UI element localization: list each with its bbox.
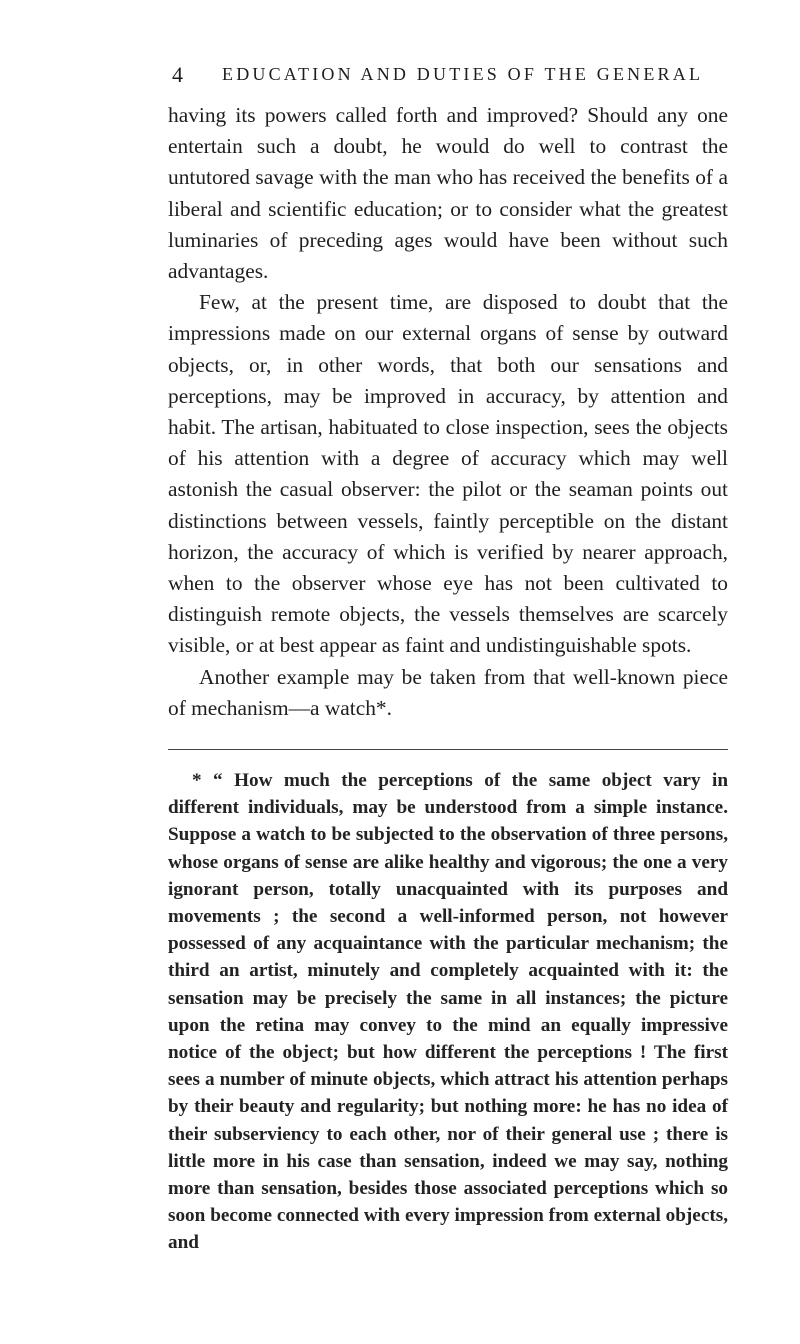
footnote-text: * “ How much the perceptions of the same object vary in different individuals, may be understood from a simple instance. Suppose a watch to be subjected to the observation of three persons, whose organs of sense are alike healthy and vigorous; the one a very ignorant person, totally unacquainted with its purposes and movements ; the second a well-informed person, not however possessed of any acquaintance with the particular mechanism; the third an artist, minutely and completely acquainted with it: the sensation may be precisely the same in all instances; the picture upon the retina may convey to the mind an equally impressive notice of the object; but how different the perceptions ! The first sees a number of minute objects, which attract his attention perhaps by their beauty and regularity; but nothing more: he has no idea of their subserviency to each other, nor of their general use ; there is little more in his case than sensation, indeed we may say, nothing more than sensation, besides those associated perceptions which so soon become connected with every impression from external objects, and <box>168 770 728 1254</box>
page-number: 4 <box>172 62 183 87</box>
paragraph: Another example may be taken from that well-known piece of mechanism—a watch*. <box>168 664 728 720</box>
paragraph: having its powers called forth and improved? Should any one entertain such a doubt, he would do well to contrast the untutored savage with the man who has received the benefits of a liberal and scientific education; or to consider what the greatest luminaries of preceding ages would have been without such advantages. <box>168 103 728 284</box>
running-title: EDUCATION AND DUTIES OF THE GENERAL <box>222 64 704 84</box>
paragraph: Few, at the present time, are disposed to doubt that the impressions made on our external organs of sense by outward objects, or, in other words, that both our sensations and perceptions, may be improved in accuracy, by attention and habit. The artisan, habituated to close inspection, sees the objects of his attention with a degree of accuracy which may well astonish the casual observer: the pilot or the seaman points out distinctions between vessels, faintly perceptible on the distant horizon, the accuracy of which is verified by nearer approach, when to the observer whose eye has not been cultivated to distinguish remote objects, the vessels themselves are scarcely visible, or at best appear as faint and undistinguishable spots. <box>168 290 728 658</box>
footnote <box>168 767 728 1257</box>
footnote-divider <box>168 749 728 750</box>
running-head <box>172 62 732 92</box>
body-text <box>168 100 728 724</box>
